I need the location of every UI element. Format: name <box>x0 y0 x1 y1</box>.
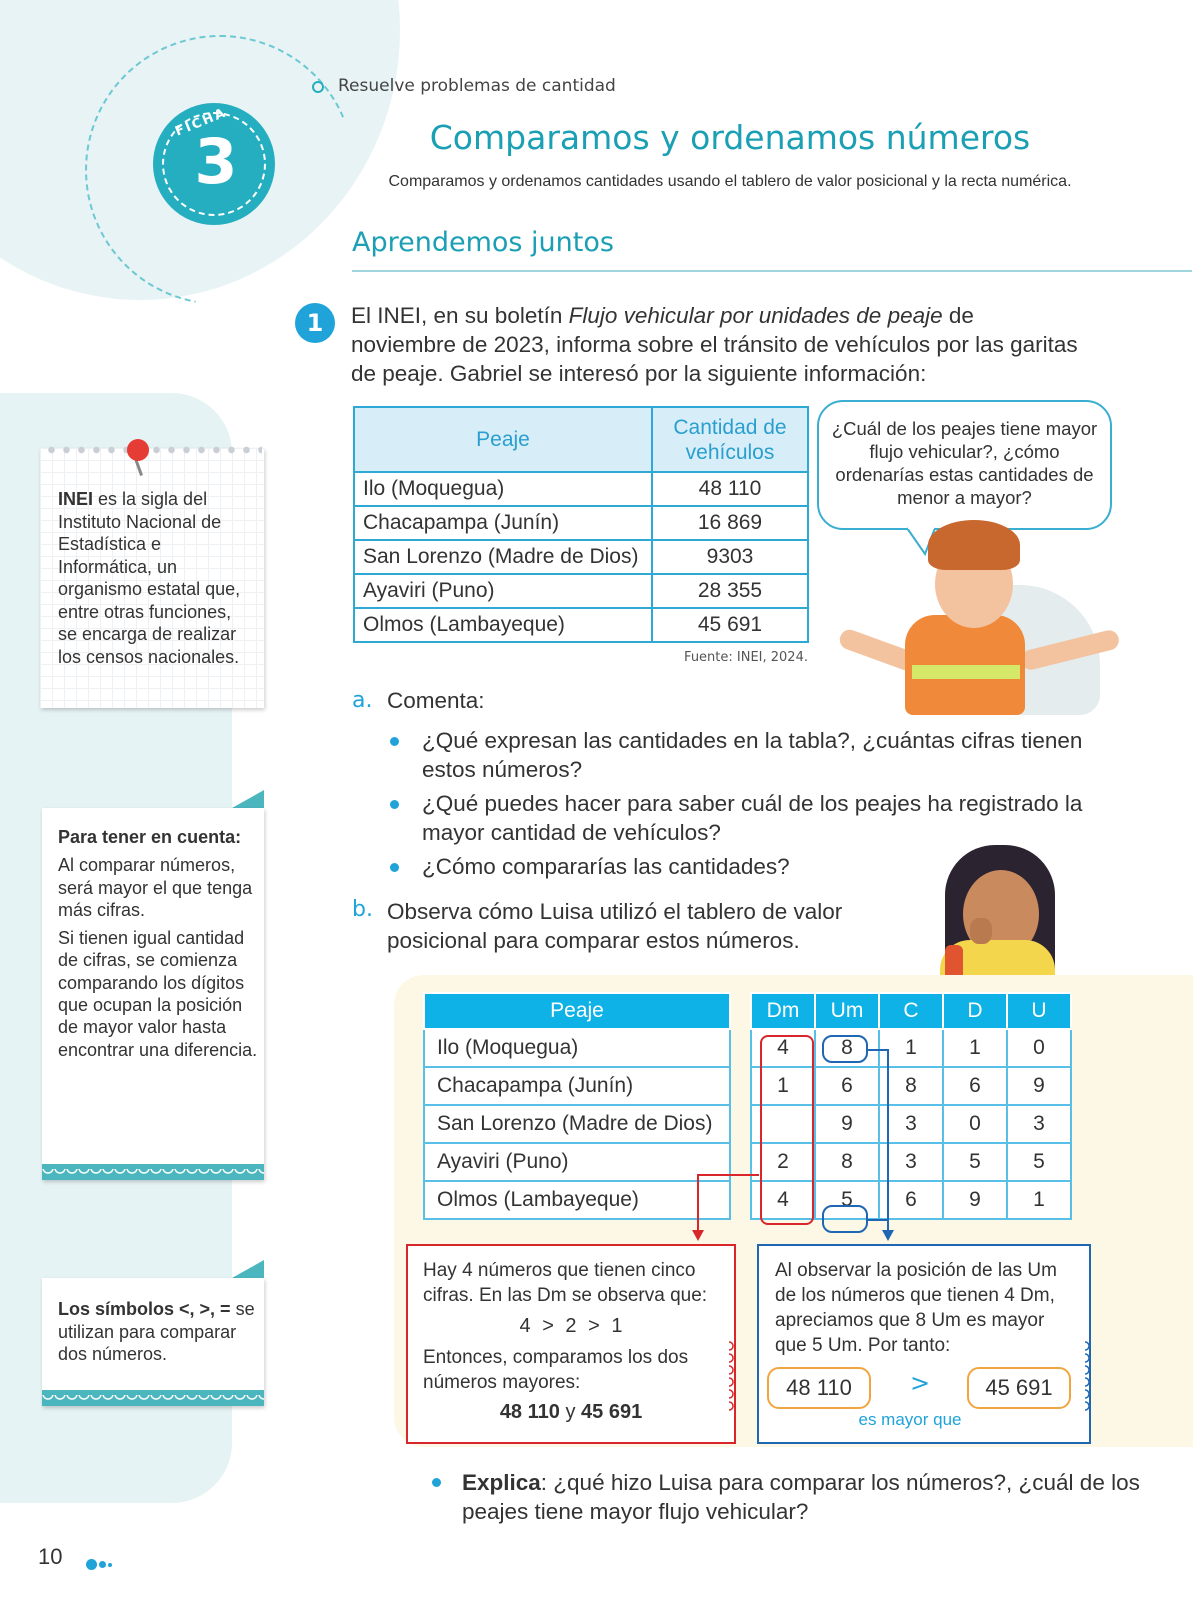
page-number: 10 <box>38 1544 63 1569</box>
tip-note-title: Para tener en cuenta: <box>58 827 242 847</box>
page-dots-icon <box>86 1554 114 1573</box>
dm-inequality: 4 > 2 > 1 <box>519 1315 623 1337</box>
ficha-number: 3 <box>194 125 238 198</box>
table-header: C <box>879 993 943 1029</box>
red-connector <box>697 1174 759 1176</box>
table-header: U <box>1007 993 1071 1029</box>
table-header: D <box>943 993 1007 1029</box>
pushpin-icon <box>127 439 149 461</box>
girl-hand <box>970 918 992 944</box>
table-row: Ayaviri (Puno) <box>424 1143 730 1181</box>
table-row: San Lorenzo (Madre de Dios) <box>424 1105 730 1143</box>
ficha-label: FICHA <box>173 105 230 140</box>
greater-than-symbol: > <box>909 1369 931 1397</box>
blue-connector <box>887 1049 889 1232</box>
page-title: Comparamos y ordenamos números <box>429 118 1031 157</box>
table-row: 4 5 6 9 1 <box>751 1181 1071 1219</box>
section-divider <box>352 270 1192 272</box>
table-source: Fuente: INEI, 2024. <box>684 650 808 665</box>
blue-arrow-icon <box>882 1230 894 1241</box>
table-row: 1 6 8 6 9 <box>751 1067 1071 1105</box>
bulletin-title: Flujo vehicular por unidades de peaje <box>568 303 943 328</box>
note-tab <box>232 1260 264 1278</box>
inei-note-text: INEI es la sigla del Instituto Nacional de Estadística e Informática, un organismo estatal que, entre otras funciones, se encarga de realizar los censos nacionales. <box>58 489 241 667</box>
note-wave-border <box>42 1390 264 1406</box>
table-header: Peaje <box>424 993 730 1029</box>
notebook-holes <box>44 445 262 455</box>
toll-names-table <box>423 992 731 1220</box>
dm-column-highlight <box>760 1035 814 1225</box>
part-a-title: Comenta: <box>387 688 485 713</box>
speech-bubble-text: ¿Cuál de los peajes tiene mayor flujo vehicular?, ¿cómo ordenarías estas cantidades de menor a mayor? <box>831 418 1098 508</box>
table-row: 9 3 0 3 <box>751 1105 1071 1143</box>
symbols-note-text: Los símbolos <, >, = se utilizan para comparar dos números. <box>58 1299 255 1364</box>
dm-comparison-text: Hay 4 números que tienen cinco cifras. En las Dm se observa que: <box>423 1260 708 1306</box>
list-item: Explica: ¿qué hizo Luisa para comparar los números?, ¿cuál de los peajes tiene mayor flujo vehicular? <box>430 1468 1150 1526</box>
comparison-caption: es mayor que <box>858 1410 962 1429</box>
list-item: ¿Qué puedes hacer para saber cuál de los peajes ha registrado la mayor cantidad de vehículos? <box>386 790 1106 847</box>
table-row: Ilo (Moquegua) <box>424 1029 730 1067</box>
table-row: Ilo (Moquegua) 48 110 <box>354 472 808 506</box>
part-a-label: a. <box>352 688 373 713</box>
list-item: ¿Qué expresan las cantidades en la tabla?, ¿cuántas cifras tienen estos números? <box>386 727 1106 784</box>
tip-note-text: Para tener en cuenta: Al comparar números, será mayor el que tenga más cifras. Si tienen igual cantidad de cifras, se comienza comparando los dígitos que ocupan la posición de mayor valor hasta encontrar una diferencia. <box>58 827 258 1060</box>
blue-connector <box>868 1219 888 1221</box>
table-row: Olmos (Lambayeque) <box>424 1181 730 1219</box>
table-row: Chacapampa (Junín) 16 869 <box>354 506 808 540</box>
table-row: 4 8 1 1 0 <box>751 1029 1071 1067</box>
table-row: Chacapampa (Junín) <box>424 1067 730 1105</box>
activity-intro: El INEI, en su boletín Flujo vehicular por unidades de peaje de noviembre de 2023, informa sobre el tránsito de vehículos por las garitas de peaje. Gabriel se interesó por la siguiente información: <box>351 303 1078 386</box>
page-subtitle: Comparamos y ordenamos cantidades usando el tablero de valor posicional y la recta numérica. <box>388 173 1072 190</box>
part-b-label: b. <box>352 897 373 922</box>
largest-numbers: 48 110 y 45 691 <box>499 1401 643 1423</box>
um-digit-highlight <box>822 1205 868 1233</box>
part-b-text: Observa cómo Luisa utilizó el tablero de valor posicional para comparar estos números. <box>387 899 843 953</box>
number-pill: 48 110 <box>767 1367 871 1409</box>
blue-connector <box>868 1049 888 1051</box>
red-arrow-icon <box>692 1230 704 1241</box>
table-row: Olmos (Lambayeque) 45 691 <box>354 608 808 642</box>
table-row: 2 8 3 5 5 <box>751 1143 1071 1181</box>
table-row: Ayaviri (Puno) 28 355 <box>354 574 808 608</box>
boy-vest-stripe <box>912 665 1020 679</box>
number-pill: 45 691 <box>967 1367 1071 1409</box>
table-row: San Lorenzo (Madre de Dios) 9303 <box>354 540 808 574</box>
table-header: Cantidad de vehículos <box>652 407 808 472</box>
competency-circle-icon <box>312 81 324 93</box>
note-wave-border <box>42 1164 264 1180</box>
explain-question <box>430 1468 1150 1526</box>
competency-label: Resuelve problemas de cantidad <box>338 76 616 96</box>
spiral-binding-icon <box>1085 1340 1095 1412</box>
activity-number-badge: 1 <box>295 303 335 343</box>
table-header: Dm <box>751 993 815 1029</box>
list-item: ¿Cómo compararías las cantidades? <box>386 853 1106 882</box>
table-header: Peaje <box>354 407 652 472</box>
um-comparison-text: Al observar la posición de las Um de los números que tienen 4 Dm, apreciamos que 8 Um es mayor que 5 Um. Por tanto: <box>775 1260 1057 1356</box>
boy-hair <box>928 520 1020 570</box>
table-header: Um <box>815 993 879 1029</box>
note-tab <box>232 790 264 808</box>
dm-conclusion-text: Entonces, comparamos los dos números mayores: <box>423 1347 689 1393</box>
section-title: Aprendemos juntos <box>352 227 614 258</box>
toll-traffic-table <box>353 406 809 643</box>
red-connector <box>697 1174 699 1232</box>
um-digit-highlight <box>822 1035 868 1063</box>
